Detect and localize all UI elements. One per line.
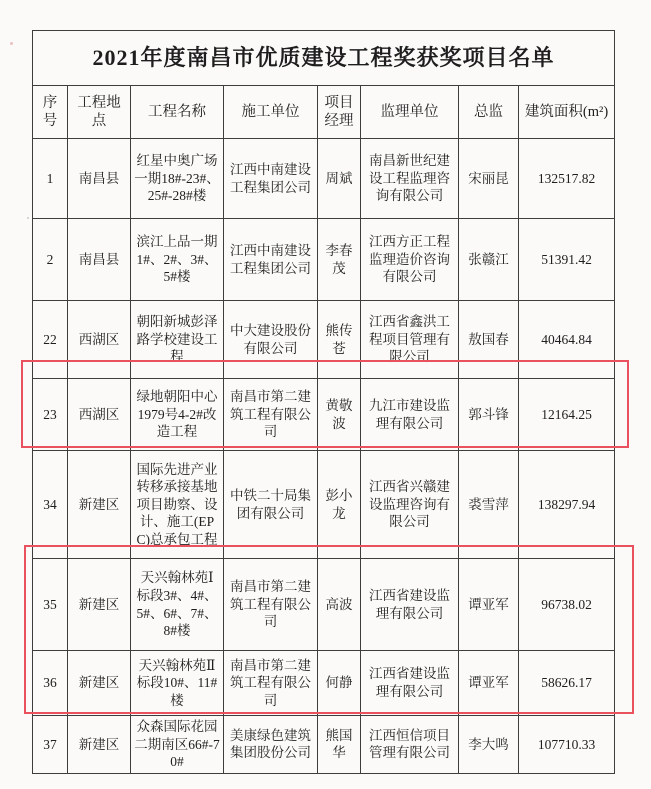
table-cell: 熊传苍 [318, 301, 361, 379]
table-cell: 132517.82 [519, 139, 615, 219]
table-cell: 江西省建设监理有限公司 [361, 651, 459, 716]
table-row [33, 451, 615, 559]
table-cell: 37 [33, 716, 68, 774]
column-header-chief-supervisor: 总监 [459, 86, 519, 139]
table-cell: 新建区 [68, 451, 131, 559]
table-cell: 彭小龙 [318, 451, 361, 559]
table-cell: 南昌县 [68, 219, 131, 301]
table-cell: 西湖区 [68, 301, 131, 379]
table-row [33, 301, 615, 379]
table-row [33, 219, 615, 301]
table-cell: 新建区 [68, 559, 131, 651]
column-header-project-manager: 项目经理 [318, 86, 361, 139]
table-cell: 107710.33 [519, 716, 615, 774]
column-header-serial-no: 序号 [33, 86, 68, 139]
title-row [33, 31, 615, 86]
table-cell: 南昌市第二建筑工程有限公司 [224, 651, 318, 716]
table-cell: 郭斗锋 [459, 379, 519, 451]
table-cell: 谭亚军 [459, 651, 519, 716]
table-cell: 1 [33, 139, 68, 219]
table-cell: 51391.42 [519, 219, 615, 301]
column-header-location: 工程地点 [68, 86, 131, 139]
table-header-row [33, 86, 615, 139]
table-cell: 天兴翰林苑Ⅰ标段3#、4#、5#、6#、7#、8#楼 [131, 559, 224, 651]
table-cell: 滨江上品一期1#、2#、3#、5#楼 [131, 219, 224, 301]
table-cell: 绿地朝阳中心1979号4-2#改造工程 [131, 379, 224, 451]
table-cell: 西湖区 [68, 379, 131, 451]
table-cell: 南昌市第二建筑工程有限公司 [224, 379, 318, 451]
table-cell: 12164.25 [519, 379, 615, 451]
table-row-highlighted [33, 651, 615, 716]
table-cell: 23 [33, 379, 68, 451]
table-cell: 江西恒信项目管理有限公司 [361, 716, 459, 774]
table-cell: 南昌县 [68, 139, 131, 219]
table-row [33, 139, 615, 219]
table-cell: 36 [33, 651, 68, 716]
table-cell: 96738.02 [519, 559, 615, 651]
table-cell: 新建区 [68, 651, 131, 716]
table-row-highlighted [33, 559, 615, 651]
table-cell: 新建区 [68, 716, 131, 774]
table-cell: 江西省兴赣建设监理咨询有限公司 [361, 451, 459, 559]
table-cell: 周斌 [318, 139, 361, 219]
column-header-supervision-unit: 监理单位 [361, 86, 459, 139]
table-row-highlighted [33, 379, 615, 451]
table-cell: 江西中南建设工程集团公司 [224, 219, 318, 301]
table-cell: 138297.94 [519, 451, 615, 559]
table-body [33, 139, 615, 774]
table-cell: 34 [33, 451, 68, 559]
table-cell: 中大建设股份有限公司 [224, 301, 318, 379]
table-row [33, 716, 615, 774]
column-header-building-area: 建筑面积(m²) [519, 86, 615, 139]
table-cell: 众森国际花园二期南区66#-70# [131, 716, 224, 774]
table-cell: 南昌市第二建筑工程有限公司 [224, 559, 318, 651]
table-cell: 李春茂 [318, 219, 361, 301]
table-cell: 宋丽昆 [459, 139, 519, 219]
scan-speck [27, 217, 29, 219]
table-cell: 美康绿色建筑集团股份公司 [224, 716, 318, 774]
document-title: 2021年度南昌市优质建设工程奖获奖项目名单 [33, 31, 615, 86]
table-cell: 南昌新世纪建设工程监理咨询有限公司 [361, 139, 459, 219]
table-cell: 天兴翰林苑Ⅱ标段10#、11#楼 [131, 651, 224, 716]
table-cell: 中铁二十局集团有限公司 [224, 451, 318, 559]
column-header-project-name: 工程名称 [131, 86, 224, 139]
table-cell: 江西省建设监理有限公司 [361, 559, 459, 651]
table-cell: 22 [33, 301, 68, 379]
award-project-table [32, 30, 615, 774]
table-cell: 张赣江 [459, 219, 519, 301]
table-cell: 国际先进产业转移承接基地项目勘察、设计、施工(EPC)总承包工程 [131, 451, 224, 559]
table-cell: 谭亚军 [459, 559, 519, 651]
table-cell: 江西中南建设工程集团公司 [224, 139, 318, 219]
table-cell: 高波 [318, 559, 361, 651]
scan-speck [10, 42, 13, 45]
column-header-construction-unit: 施工单位 [224, 86, 318, 139]
table-cell: 红星中奥广场一期18#-23#、25#-28#楼 [131, 139, 224, 219]
table-cell: 江西省鑫洪工程项目管理有限公司 [361, 301, 459, 379]
table-cell: 李大鸣 [459, 716, 519, 774]
table-cell: 58626.17 [519, 651, 615, 716]
table-cell: 江西方正工程监理造价咨询有限公司 [361, 219, 459, 301]
table-cell: 35 [33, 559, 68, 651]
table-cell: 40464.84 [519, 301, 615, 379]
table-cell: 裘雪萍 [459, 451, 519, 559]
table-cell: 熊国华 [318, 716, 361, 774]
table-cell: 九江市建设监理有限公司 [361, 379, 459, 451]
table-cell: 2 [33, 219, 68, 301]
table-cell: 朝阳新城彭泽路学校建设工程 [131, 301, 224, 379]
table-cell: 敖国春 [459, 301, 519, 379]
table-cell: 黄敬波 [318, 379, 361, 451]
table-cell: 何静 [318, 651, 361, 716]
